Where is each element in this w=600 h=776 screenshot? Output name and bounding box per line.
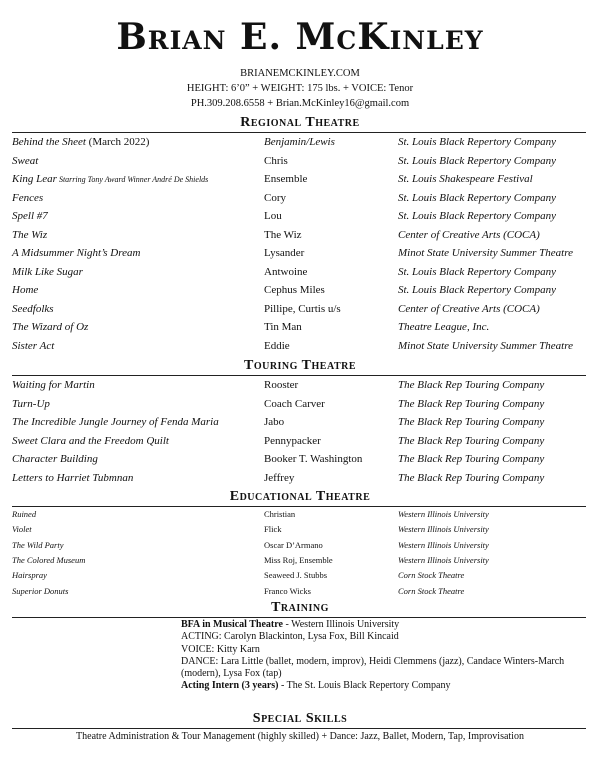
show-name: The Incredible Jungle Journey of Fenda Maria [12,416,219,428]
skills-section-title: Special Skills [252,711,348,726]
company: St. Louis Black Repertory Company [398,191,556,204]
role: Miss Roj, Ensemble [264,554,333,565]
show-name: Violet [12,524,32,535]
show-name: Hairspray [12,570,47,581]
skills-text: Theatre Administration & Tour Management (highly skilled) + Dance: Jazz, Ballet, Modern, Tap, Improvisation [76,731,524,742]
show-title [12,281,38,299]
role: Lou [264,210,282,222]
role: Coach Carver [264,397,325,410]
company: Corn Stock Theatre [398,585,465,596]
credit-row [0,300,600,318]
credit-row [0,189,600,207]
credit-row [0,318,600,336]
company: The Black Rep Touring Company [398,471,545,484]
credit-row [0,450,600,468]
show-title [12,300,54,318]
show-name: Sister Act [12,339,55,352]
company: Western Illinois University [398,524,489,535]
show-title [12,432,169,450]
performer-name: Brian E. McKinley [116,16,484,58]
company: The Black Rep Touring Company [398,379,545,391]
show-name: The Wild Party [12,539,64,550]
show-name: Sweat [12,154,39,167]
company: Center of Creative Arts (COCA) [398,228,540,241]
company: St. Louis Black Repertory Company [398,154,556,167]
company: The Black Rep Touring Company [398,453,545,465]
role: Franco Wicks [264,585,311,596]
credit-row [0,584,600,599]
credit-row [0,337,600,355]
company: The Black Rep Touring Company [398,416,545,428]
company: St. Louis Black Repertory Company [398,136,556,148]
show-title [12,584,68,599]
show-title [12,413,219,431]
regional-section-title: Regional Theatre [240,115,360,130]
company: St. Louis Shakespeare Festival [398,173,533,185]
show-title [12,152,38,170]
voice-line: VOICE: Kitty Karn [181,643,260,655]
credit-row [0,152,600,170]
role: Cory [264,191,286,204]
credit-row [0,432,600,450]
credit-row [0,507,600,522]
touring-section-title: Touring Theatre [243,358,357,373]
credit-row [0,133,600,151]
credit-row [0,226,600,244]
show-title [12,568,47,583]
role: Benjamin/Lewis [264,136,335,148]
role: Flick [264,524,282,535]
educational-section-title: Educational Theatre [229,489,371,504]
show-title [12,337,54,355]
show-title [12,553,85,568]
role: Booker T. Washington [264,453,363,465]
company: St. Louis Black Repertory Company [398,284,556,296]
show-name: Turn-Up [12,397,50,410]
role: Pennypacker [264,434,321,447]
dance-line: DANCE: Lara Little (ballet, modern, improv), Heidi Clemmens (jazz), Candace Winters-March (modern), Lysa Fox (tap) [181,655,565,680]
role: Antwoine [264,265,308,278]
show-name: Letters to Harriet Tubmnan [12,471,134,484]
stats-line: HEIGHT: 6’0” + WEIGHT: 175 lbs. + VOICE: Tenor [186,83,414,94]
show-name: King Lear [12,173,57,185]
role: Ensemble [264,173,308,185]
company: Corn Stock Theatre [398,570,465,581]
role: Christian [264,509,296,519]
role: Oscar D’Armano [264,539,323,550]
company: The Black Rep Touring Company [398,397,545,410]
show-title [12,170,208,189]
show-name: Spell #7 [12,210,48,222]
show-title [12,469,133,487]
show-title [12,450,98,468]
show-title [12,376,95,394]
show-title [12,318,88,336]
role: Pillipe, Curtis u/s [264,302,341,315]
credit-row [0,568,600,583]
show-title [12,207,48,225]
show-date: (March 2022) [85,136,150,148]
company: The Black Rep Touring Company [398,434,545,447]
show-name: Waiting for Martin [12,379,95,391]
show-name: A Midsummer Night’s Dream [12,247,141,259]
show-title [12,395,50,413]
credit-row [0,395,600,413]
credit-row [0,170,600,188]
role: Tin Man [264,321,302,333]
show-name: The Wizard of Oz [12,321,89,333]
role: Rooster [264,379,299,391]
show-title [12,522,32,537]
credit-row [0,207,600,225]
company: Western Illinois University [398,509,489,519]
intern-label: Acting Intern (3 years) [181,680,279,692]
role: The Wiz [264,228,302,241]
show-name: Superior Donuts [12,585,69,596]
training-divider [12,617,586,618]
show-title [12,538,63,553]
show-name: Home [12,284,39,296]
show-name: Ruined [12,509,37,519]
skills-divider [12,728,586,729]
show-title [12,226,47,244]
phone-email-line: PH.309.208.6558 + Brian.McKinley16@gmail.com [190,98,410,109]
company: Minot State University Summer Theatre [398,247,573,259]
show-title [12,507,36,522]
show-name: The Colored Museum [12,554,86,565]
show-name: Seedfolks [12,302,54,315]
show-note: Starring Tony Award Winner André De Shields [56,175,209,184]
credit-row [0,413,600,431]
credit-row [0,553,600,568]
training-section-title: Training [271,600,329,615]
credit-row [0,263,600,281]
bfa-line [181,619,591,631]
website-line: BRIANEMCKINLEY.COM [240,68,360,79]
show-title [12,263,83,281]
role: Seaweed J. Stubbs [264,570,328,581]
bfa-school: - Western Illinois University [282,619,400,630]
credit-row [0,376,600,394]
company: St. Louis Black Repertory Company [398,210,556,222]
show-name: Sweet Clara and the Freedom Quilt [12,434,169,447]
role: Lysander [264,247,305,259]
show-name: The Wiz [12,228,48,241]
role: Jabo [264,416,285,428]
show-name: Milk Like Sugar [12,265,83,278]
role: Chris [264,154,288,167]
show-name: Character Building [12,453,98,465]
show-title [12,189,43,207]
role: Eddie [264,339,290,352]
role: Jeffrey [264,471,295,484]
show-title [12,133,149,151]
company: Western Illinois University [398,539,489,550]
intern-line [181,680,591,692]
company: Minot State University Summer Theatre [398,339,573,352]
company: Western Illinois University [398,554,489,565]
credit-row [0,522,600,537]
role: Cephus Miles [264,284,325,296]
show-name: Fences [12,191,44,204]
company: Center of Creative Arts (COCA) [398,302,540,315]
credit-row [0,281,600,299]
credit-row [0,244,600,262]
training-block [181,619,591,693]
intern-company: - The St. Louis Black Repertory Company [278,680,451,692]
company: Theatre League, Inc. [398,321,490,333]
acting-line: ACTING: Carolyn Blackinton, Lysa Fox, Bill Kincaid [181,631,399,643]
credit-row [0,469,600,487]
show-title [12,244,140,262]
credit-row [0,538,600,553]
show-name: Behind the Sheet [12,136,86,148]
company: St. Louis Black Repertory Company [398,265,556,278]
bfa-label: BFA in Musical Theatre [181,619,283,630]
